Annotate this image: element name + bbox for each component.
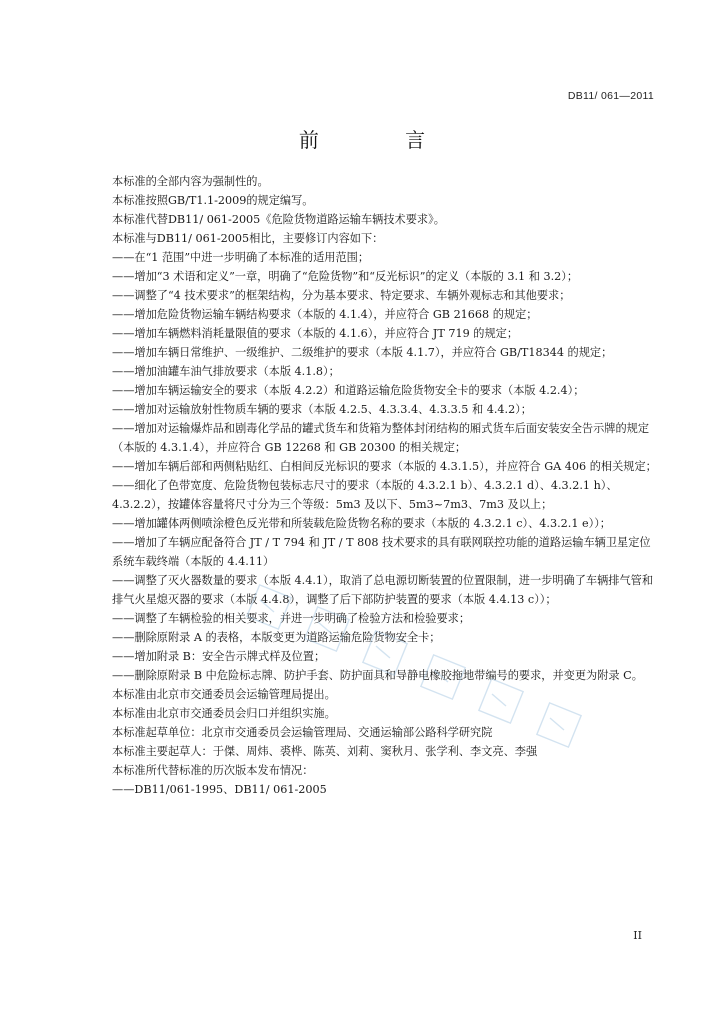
paragraph: 本标准起草单位：北京市交通委员会运输管理局、交通运输部公路科学研究院 — [112, 726, 493, 739]
list-item: ——增加车辆日常维护、一级维护、二级维护的要求（本版 4.1.7），并应符合 GB/T18344 的规定； — [112, 346, 613, 359]
page-number: II — [633, 929, 642, 942]
list-item: ——增加车辆燃料消耗量限值的要求（本版的 4.1.6），并应符合 JT 719 的规定； — [112, 327, 519, 340]
list-item: ——增加油罐车油气排放要求（本版 4.1.8）； — [112, 365, 340, 378]
paragraph: 本标准的全部内容为强制性的。 — [112, 175, 269, 188]
paragraph: 本标准由北京市交通委员会运输管理局提出。 — [112, 688, 336, 701]
list-item: ——增加对运输放射性物质车辆的要求（本版 4.2.5、4.3.3.4、4.3.3.5 和 4.4.2）； — [112, 403, 532, 416]
list-item: ——在“1 范围”中进一步明确了本标准的适用范围； — [112, 251, 370, 264]
list-item: ——增加“3 术语和定义”一章，明确了“危险货物”和“反光标识”的定义（本版的 3.1 和 3.2）； — [112, 270, 579, 283]
paragraph: 本标准主要起草人：于傑、周炜、裘桦、陈英、刘莉、窦秋月、张学利、李文亮、李强 — [112, 745, 538, 758]
paragraph: 本标准与DB11/ 061-2005相比，主要修订内容如下： — [112, 232, 384, 245]
list-item: ——删除原附录 A 的表格，本版变更为道路运输危险货物安全卡； — [112, 631, 441, 644]
body-text — [112, 172, 660, 799]
paragraph: 本标准所代替标准的历次版本发布情况： — [112, 764, 314, 777]
list-item: ——调整了灭火器数量的要求（本版 4.4.1），取消了总电源切断装置的位置限制，进一步明确了车辆排气管和排气火星熄灭器的要求（本版 4.4.8），调整了后下部防护装置的要求（本版 4.4.13 c））； — [112, 574, 654, 606]
document-code: DB11/ 061—2011 — [567, 90, 654, 102]
list-item: ——增加危险货物运输车辆结构要求（本版的 4.1.4），并应符合 GB 21668 的规定； — [112, 308, 538, 321]
list-item: ——细化了色带宽度、危险货物包装标志尺寸的要求（本版的 4.3.2.1 b）、4.3.2.1 d）、4.3.2.1 h）、4.3.2.2），按罐体容量将尺寸分为三个等级：5m3 及以下、5m3~7m3、7m3 及以上； — [112, 479, 618, 511]
list-item: ——增加对运输爆炸品和剧毒化学品的罐式货车和货箱为整体封闭结构的厢式货车后面安装安全告示牌的规定（本版的 4.3.1.4），并应符合 GB 12268 和 GB 20300 的相关规定； — [112, 422, 650, 454]
list-item: ——增加附录 B：安全告示牌式样及位置； — [112, 650, 326, 663]
list-item: ——增加车辆运输安全的要求（本版 4.2.2）和道路运输危险货物安全卡的要求（本版 4.2.4）； — [112, 384, 585, 397]
list-item: ——DB11/061-1995、DB11/ 061-2005 — [112, 783, 327, 796]
page-title: 前 言 — [298, 128, 466, 152]
list-item: ——增加了车辆应配备符合 JT / T 794 和 JT / T 808 技术要求的具有联网联控功能的道路运输车辆卫星定位系统车载终端（本版的 4.4.11） — [112, 536, 651, 568]
list-item: ——增加车辆后部和两侧粘贴红、白相间反光标识的要求（本版的 4.3.1.5），并应符合 GA 406 的相关规定； — [112, 460, 657, 473]
list-item: ——调整了车辆检验的相关要求，并进一步明确了检验方法和检验要求； — [112, 612, 471, 625]
paragraph: 本标准代替DB11/ 061-2005《危险货物道路运输车辆技术要求》。 — [112, 213, 445, 226]
list-item: ——增加罐体两侧喷涂橙色反光带和所装载危险货物名称的要求（本版的 4.3.2.1 c）、4.3.2.1 e））； — [112, 517, 611, 530]
list-item: ——删除原附录 B 中危险标志牌、防护手套、防护面具和导静电橡胶拖地带编号的要求，并变更为附录 C。 — [112, 669, 643, 682]
paragraph: 本标准按照GB/T1.1-2009的规定编写。 — [112, 194, 314, 207]
list-item: ——调整了“4 技术要求”的框架结构，分为基本要求、特定要求、车辆外观标志和其他要求； — [112, 289, 571, 302]
paragraph: 本标准由北京市交通委员会归口并组织实施。 — [112, 707, 336, 720]
